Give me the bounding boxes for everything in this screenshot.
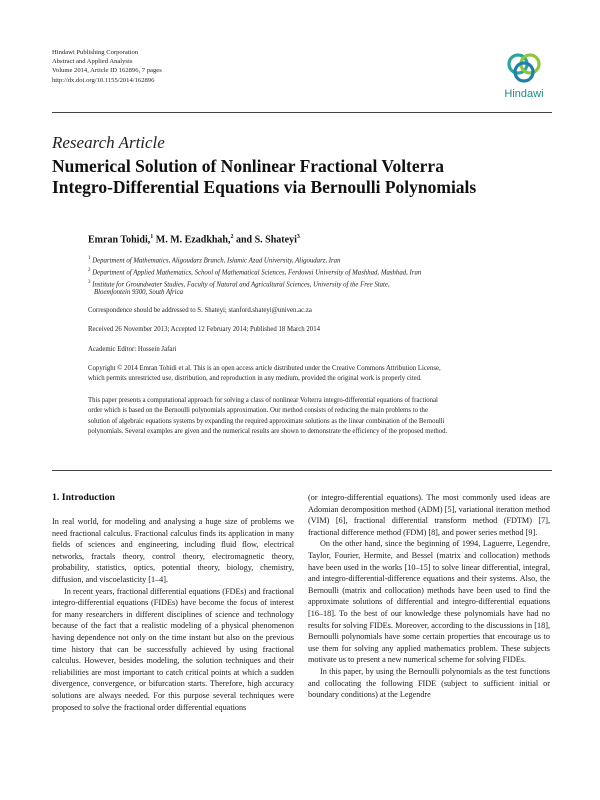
affiliation-text: Institute for Groundwater Studies, Faculty of Natural and Agricultural Sciences, University of the Free State,: [92, 281, 390, 289]
affiliation-continuation: [94, 288, 564, 297]
author-name: Emran Tohidi,: [88, 234, 151, 246]
paragraph: (or integro-differential equations). The most commonly used ideas are Adomian decomposition method (ADM) [5], variational iteration method (VIM) [6], fractional differential transform method (FDTM) [7], fractional difference method (FDM) [8], and power series method [9].: [308, 493, 550, 537]
correspondence: Correspondence should be addressed to S. Shateyi; stanford.shateyi@univen.ac.za: [88, 307, 312, 314]
affiliation-text: Bloemfontein 9300, South Africa: [94, 289, 183, 296]
author-list: [88, 234, 300, 245]
article-title: [52, 156, 552, 198]
author-affil-mark: 3: [296, 234, 300, 240]
affiliation: [88, 254, 558, 265]
affiliation-text: Department of Applied Mathematics, School of Mathematical Sciences, Ferdowsi University of Mashhad, Mashhad, Iran: [92, 269, 422, 277]
affiliation-mark: 2: [88, 268, 91, 273]
paragraph: On the other hand, since the beginning of 1994, Laguerre, Legendre, Taylor, Fourier, Hermite, and Bessel (matrix and collocation) methods have been used in the works [10–15] to solve linear differential, integral, and integro-differential-difference equations and their systems. Also, the Bernoulli (matrix and collocation) methods have been used to find the approximate solutions of differential and integro-differential equations [16–18]. To the best of our knowledge these polynomials have had no results for solving FIDEs. Moreover, according to the discussions in [18], Bernoulli polynomials have some certain properties that encourage us to use them for solving any applied mathematics problem. These subjects motivate us to present a new numerical scheme for solving FIDEs.: [308, 539, 550, 665]
author-conjunction: and: [236, 234, 253, 246]
author-name: M. M. Ezadkhah,: [155, 234, 231, 246]
author-affil-mark: 1: [150, 234, 154, 240]
abstract-line: polynomials. Several examples are given and the numerical results are shown to demonstrate the efficiency of the proposed method.: [88, 428, 448, 436]
right-column: [308, 492, 550, 701]
article-type: Research Article: [52, 133, 165, 152]
affiliation-text: Department of Mathematics, Aligoudarz Branch, Islamic Azad University, Aligoudarz, Iran: [92, 257, 341, 265]
paragraph: In recent years, fractional differential equations (FDEs) and fractional integro-differential equations (FIDEs) have become the focus of interest for many researchers in different disciplines of science and technology because of the fact that a realistic modeling of a physical phenomenon having dependence not only on the time instant but also on the previous time history that can be successfully achieved by using fractional calculus. However, besides modeling, the solution techniques and their reliabilities are most important to catch critical points at which a sudden divergence, convergence, or bifurcation starts. Therefore, high accuracy solutions are always needed. For this purpose several techniques were proposed to solve the fractional order differential equations: [52, 586, 294, 712]
abstract-divider: [52, 470, 552, 471]
title-line-2: Integro-Differential Equations via Bernoulli Polynomials: [52, 177, 477, 197]
paragraph: In this paper, by using the Bernoulli polynomials as the test functions and collocating the following FIDE (subject to sufficient initial or boundary conditions) at the Legendre: [308, 666, 550, 700]
author-name: S. Shateyi: [254, 234, 297, 246]
copyright-notice: [88, 364, 554, 385]
title-line-1: Numerical Solution of Nonlinear Fractional Volterra: [52, 156, 444, 176]
copyright-line: Copyright © 2014 Emran Tohidi et al. This is an open access article distributed under the Creative Commons Attribution License,: [88, 365, 441, 372]
doi-link[interactable]: http://dx.doi.org/10.1155/2014/162896: [52, 76, 155, 84]
abstract-line: This paper presents a computational approach for solving a class of nonlinear Volterra integro-differential equations of fractional: [88, 397, 438, 404]
author-affil-mark: 2: [230, 234, 234, 240]
affiliation: [88, 266, 558, 277]
publisher-name: Hindawi Publishing Corporation: [52, 49, 139, 56]
volume-info: Volume 2014, Article ID 162896, 7 pages: [52, 67, 162, 75]
copyright-line: which permits unrestricted use, distribution, and reproduction in any medium, provided the original work is properly cited.: [88, 375, 422, 383]
affiliation-mark: 1: [88, 256, 91, 261]
hindawi-logo-text: Hindawi: [504, 88, 544, 100]
journal-info: [52, 48, 162, 85]
abstract-line: order which is based on the Bernoulli polynomials approximation. Our method consists of reducing the main problems to the: [88, 407, 428, 415]
abstract-line: solution of algebraic equations systems by expanding the required approximate solutions as the linear combination of the Bernoulli: [88, 417, 445, 425]
affiliation-mark: 3: [88, 280, 91, 285]
academic-editor: Academic Editor: Hossein Jafari: [88, 346, 177, 353]
publication-dates: Received 26 November 2013; Accepted 12 February 2014; Published 18 March 2014: [88, 326, 320, 333]
left-column: [52, 516, 294, 713]
header-divider: [52, 112, 552, 113]
journal-name: Abstract and Applied Analysis: [52, 58, 133, 66]
section-heading: 1. Introduction: [52, 492, 115, 503]
abstract: [88, 396, 554, 438]
paragraph: In real world, for modeling and analysing a huge size of problems we need fractional calculus. Fractional calculus finds its application in many fields of sciences and engineering, including fluid flow, electrical networks, fractals theory, control theory, electromagnetic theory, probability, statistics, optics, potential theory, biology, chemistry, diffusion, and viscoelasticity [1–4].: [52, 517, 294, 584]
